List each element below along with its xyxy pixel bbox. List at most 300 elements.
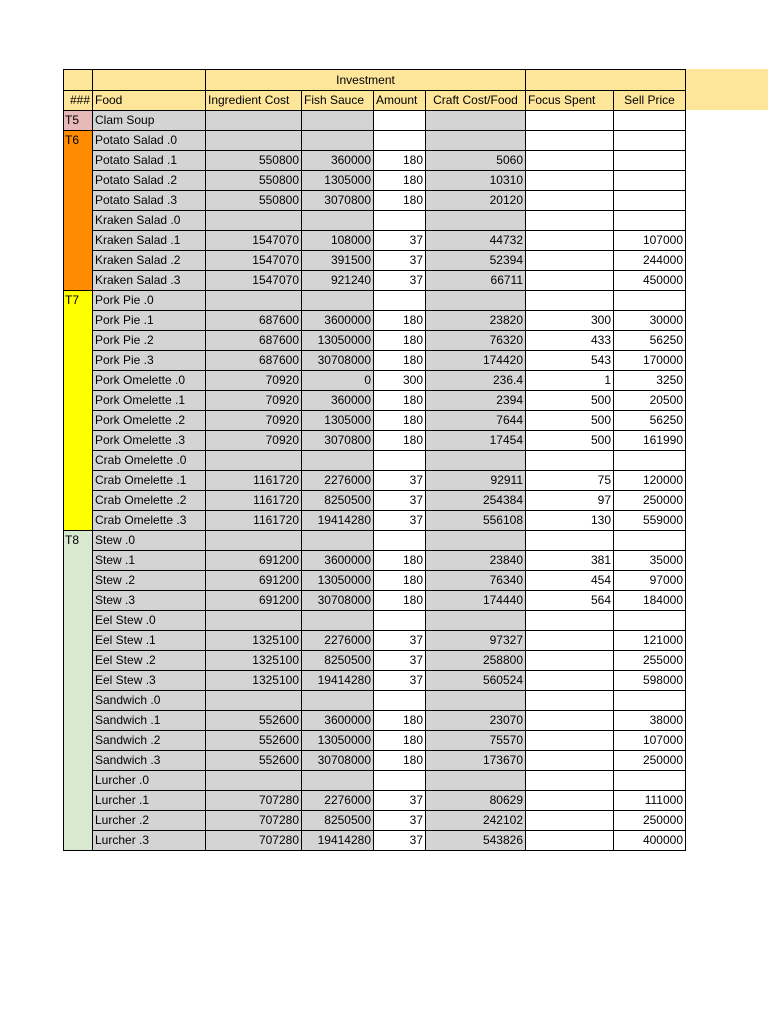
table-row bbox=[64, 351, 686, 371]
ingredient-cost-cell[interactable] bbox=[206, 531, 302, 551]
craft-cost-cell[interactable]: 7644 bbox=[426, 411, 526, 431]
craft-cost-cell[interactable]: 5060 bbox=[426, 151, 526, 171]
fish-sauce-cell[interactable]: 2276000 bbox=[302, 471, 374, 491]
header-cell-empty[interactable] bbox=[93, 70, 206, 91]
amount-cell[interactable]: 37 bbox=[374, 811, 426, 831]
craft-cost-cell[interactable] bbox=[426, 531, 526, 551]
ingredient-cost-cell[interactable] bbox=[206, 451, 302, 471]
sell-price-cell[interactable]: 30000 bbox=[614, 311, 686, 331]
craft-cost-cell[interactable]: 23840 bbox=[426, 551, 526, 571]
food-cell[interactable]: Pork Omelette .2 bbox=[93, 411, 206, 431]
craft-cost-cell[interactable]: 76320 bbox=[426, 331, 526, 351]
fish-sauce-cell[interactable]: 3070800 bbox=[302, 191, 374, 211]
sell-price-cell[interactable]: 121000 bbox=[614, 631, 686, 651]
food-cell[interactable]: Stew .3 bbox=[93, 591, 206, 611]
focus-spent-cell[interactable] bbox=[526, 711, 614, 731]
sell-price-cell[interactable]: 35000 bbox=[614, 551, 686, 571]
sell-price-cell[interactable] bbox=[614, 611, 686, 631]
sell-price-cell[interactable] bbox=[614, 151, 686, 171]
fish-sauce-cell[interactable]: 30708000 bbox=[302, 351, 374, 371]
ingredient-cost-cell[interactable]: 70920 bbox=[206, 431, 302, 451]
amount-cell[interactable]: 300 bbox=[374, 371, 426, 391]
food-cell[interactable]: Crab Omelette .2 bbox=[93, 491, 206, 511]
sell-price-cell[interactable]: 56250 bbox=[614, 411, 686, 431]
sell-price-header[interactable]: Sell Price bbox=[614, 91, 686, 111]
ingredient-cost-cell[interactable] bbox=[206, 771, 302, 791]
ingredient-cost-cell[interactable]: 707280 bbox=[206, 791, 302, 811]
craft-cost-cell[interactable]: 44732 bbox=[426, 231, 526, 251]
craft-cost-cell[interactable]: 23820 bbox=[426, 311, 526, 331]
fish-sauce-cell[interactable]: 2276000 bbox=[302, 631, 374, 651]
food-cell[interactable]: Crab Omelette .3 bbox=[93, 511, 206, 531]
focus-spent-cell[interactable] bbox=[526, 151, 614, 171]
table-row bbox=[64, 431, 686, 451]
focus-spent-cell[interactable] bbox=[526, 271, 614, 291]
sell-price-cell[interactable]: 38000 bbox=[614, 711, 686, 731]
table-row bbox=[64, 531, 686, 551]
amount-cell[interactable]: 180 bbox=[374, 151, 426, 171]
table-row bbox=[64, 191, 686, 211]
sell-price-cell[interactable]: 250000 bbox=[614, 491, 686, 511]
food-cell[interactable]: Lurcher .3 bbox=[93, 831, 206, 851]
focus-spent-cell[interactable]: 543 bbox=[526, 351, 614, 371]
focus-spent-cell[interactable] bbox=[526, 671, 614, 691]
craft-cost-cell[interactable]: 254384 bbox=[426, 491, 526, 511]
food-cell[interactable]: Potato Salad .3 bbox=[93, 191, 206, 211]
food-cell[interactable]: Kraken Salad .1 bbox=[93, 231, 206, 251]
focus-spent-cell[interactable] bbox=[526, 811, 614, 831]
table-row bbox=[64, 511, 686, 531]
amount-cell[interactable] bbox=[374, 291, 426, 311]
food-cell[interactable]: Potato Salad .0 bbox=[93, 131, 206, 151]
amount-cell[interactable]: 180 bbox=[374, 331, 426, 351]
fish-sauce-cell[interactable]: 1305000 bbox=[302, 411, 374, 431]
table-row bbox=[64, 451, 686, 471]
food-cell[interactable]: Pork Pie .0 bbox=[93, 291, 206, 311]
fish-sauce-cell[interactable]: 108000 bbox=[302, 231, 374, 251]
sell-price-cell[interactable]: 20500 bbox=[614, 391, 686, 411]
ingredient-cost-cell[interactable]: 691200 bbox=[206, 551, 302, 571]
craft-cost-cell[interactable]: 23070 bbox=[426, 711, 526, 731]
header-cell-empty[interactable] bbox=[64, 70, 93, 91]
ingredient-cost-cell[interactable]: 70920 bbox=[206, 371, 302, 391]
amount-header[interactable]: Amount bbox=[374, 91, 426, 111]
fish-sauce-cell[interactable]: 360000 bbox=[302, 151, 374, 171]
ingredient-cost-cell[interactable]: 707280 bbox=[206, 831, 302, 851]
fish-sauce-cell[interactable]: 3600000 bbox=[302, 711, 374, 731]
amount-cell[interactable] bbox=[374, 611, 426, 631]
ingredient-cost-cell[interactable]: 1325100 bbox=[206, 631, 302, 651]
ingredient-cost-cell[interactable]: 552600 bbox=[206, 711, 302, 731]
fish-sauce-cell[interactable]: 8250500 bbox=[302, 491, 374, 511]
food-cell[interactable]: Stew .0 bbox=[93, 531, 206, 551]
focus-spent-cell[interactable] bbox=[526, 611, 614, 631]
ingredient-cost-cell[interactable] bbox=[206, 111, 302, 131]
fish-sauce-cell[interactable] bbox=[302, 291, 374, 311]
focus-spent-cell[interactable]: 433 bbox=[526, 331, 614, 351]
fish-sauce-cell[interactable]: 0 bbox=[302, 371, 374, 391]
ingredient-cost-cell[interactable] bbox=[206, 291, 302, 311]
fish-sauce-cell[interactable] bbox=[302, 451, 374, 471]
focus-spent-cell[interactable]: 1 bbox=[526, 371, 614, 391]
amount-cell[interactable]: 180 bbox=[374, 171, 426, 191]
fish-sauce-cell[interactable]: 19414280 bbox=[302, 831, 374, 851]
ingredient-cost-cell[interactable] bbox=[206, 131, 302, 151]
fish-sauce-cell[interactable]: 30708000 bbox=[302, 591, 374, 611]
focus-spent-cell[interactable] bbox=[526, 771, 614, 791]
sell-price-cell[interactable] bbox=[614, 291, 686, 311]
amount-cell[interactable]: 180 bbox=[374, 751, 426, 771]
amount-cell[interactable]: 37 bbox=[374, 671, 426, 691]
craft-cost-cell[interactable]: 17454 bbox=[426, 431, 526, 451]
food-cell[interactable]: Stew .1 bbox=[93, 551, 206, 571]
craft-cost-cell[interactable]: 80629 bbox=[426, 791, 526, 811]
table-row bbox=[64, 131, 686, 151]
table-row bbox=[64, 691, 686, 711]
ingredient-cost-cell[interactable]: 550800 bbox=[206, 191, 302, 211]
sell-price-cell[interactable]: 400000 bbox=[614, 831, 686, 851]
craft-cost-header[interactable]: Craft Cost/Food bbox=[426, 91, 526, 111]
sell-price-cell[interactable] bbox=[614, 691, 686, 711]
food-cell[interactable]: Sandwich .0 bbox=[93, 691, 206, 711]
food-cell[interactable]: Eel Stew .3 bbox=[93, 671, 206, 691]
focus-spent-cell[interactable]: 500 bbox=[526, 411, 614, 431]
food-cell[interactable]: Lurcher .0 bbox=[93, 771, 206, 791]
craft-cost-cell[interactable] bbox=[426, 131, 526, 151]
sell-price-cell[interactable]: 244000 bbox=[614, 251, 686, 271]
sell-price-cell[interactable]: 97000 bbox=[614, 571, 686, 591]
ingredient-cost-cell[interactable]: 550800 bbox=[206, 151, 302, 171]
sell-price-cell[interactable] bbox=[614, 531, 686, 551]
fish-sauce-cell[interactable]: 8250500 bbox=[302, 651, 374, 671]
tier-cell[interactable]: T8 bbox=[64, 531, 93, 851]
food-cell[interactable]: Pork Omelette .1 bbox=[93, 391, 206, 411]
sell-price-cell[interactable]: 120000 bbox=[614, 471, 686, 491]
sell-price-cell[interactable]: 107000 bbox=[614, 231, 686, 251]
id-column-header[interactable]: ### bbox=[64, 91, 93, 111]
sell-price-cell[interactable]: 250000 bbox=[614, 811, 686, 831]
sell-price-cell[interactable]: 161990 bbox=[614, 431, 686, 451]
fish-sauce-cell[interactable] bbox=[302, 111, 374, 131]
food-cell[interactable]: Kraken Salad .2 bbox=[93, 251, 206, 271]
fish-sauce-cell[interactable] bbox=[302, 211, 374, 231]
fish-sauce-cell[interactable] bbox=[302, 131, 374, 151]
food-cell[interactable]: Eel Stew .1 bbox=[93, 631, 206, 651]
sell-price-cell[interactable]: 170000 bbox=[614, 351, 686, 371]
amount-cell[interactable] bbox=[374, 111, 426, 131]
fish-sauce-cell[interactable]: 1305000 bbox=[302, 171, 374, 191]
ingredient-cost-cell[interactable]: 691200 bbox=[206, 591, 302, 611]
food-cell[interactable]: Sandwich .1 bbox=[93, 711, 206, 731]
craft-cost-cell[interactable]: 76340 bbox=[426, 571, 526, 591]
craft-cost-cell[interactable]: 52394 bbox=[426, 251, 526, 271]
food-cell[interactable]: Pork Omelette .0 bbox=[93, 371, 206, 391]
fish-sauce-cell[interactable]: 19414280 bbox=[302, 511, 374, 531]
sell-price-cell[interactable]: 184000 bbox=[614, 591, 686, 611]
food-cell[interactable]: Lurcher .1 bbox=[93, 791, 206, 811]
table-row bbox=[64, 171, 686, 191]
sell-price-cell[interactable]: 107000 bbox=[614, 731, 686, 751]
amount-cell[interactable]: 180 bbox=[374, 431, 426, 451]
ingredient-cost-cell[interactable]: 691200 bbox=[206, 571, 302, 591]
amount-cell[interactable]: 180 bbox=[374, 551, 426, 571]
amount-cell[interactable]: 180 bbox=[374, 351, 426, 371]
header-fill-extension bbox=[686, 69, 768, 110]
amount-cell[interactable]: 180 bbox=[374, 391, 426, 411]
focus-spent-cell[interactable]: 564 bbox=[526, 591, 614, 611]
focus-spent-cell[interactable] bbox=[526, 831, 614, 851]
amount-cell[interactable]: 37 bbox=[374, 511, 426, 531]
sell-price-cell[interactable] bbox=[614, 451, 686, 471]
focus-spent-cell[interactable]: 454 bbox=[526, 571, 614, 591]
ingredient-cost-cell[interactable]: 552600 bbox=[206, 751, 302, 771]
amount-cell[interactable]: 180 bbox=[374, 591, 426, 611]
focus-spent-cell[interactable]: 97 bbox=[526, 491, 614, 511]
ingredient-cost-cell[interactable]: 687600 bbox=[206, 331, 302, 351]
ingredient-cost-header[interactable]: Ingredient Cost bbox=[206, 91, 302, 111]
craft-cost-cell[interactable] bbox=[426, 771, 526, 791]
table-row bbox=[64, 791, 686, 811]
craft-cost-cell[interactable]: 2394 bbox=[426, 391, 526, 411]
fish-sauce-cell[interactable]: 921240 bbox=[302, 271, 374, 291]
craft-cost-cell[interactable] bbox=[426, 611, 526, 631]
craft-cost-cell[interactable]: 66711 bbox=[426, 271, 526, 291]
sell-price-cell[interactable]: 598000 bbox=[614, 671, 686, 691]
sell-price-cell[interactable] bbox=[614, 191, 686, 211]
spreadsheet-table bbox=[63, 69, 686, 851]
craft-cost-cell[interactable]: 10310 bbox=[426, 171, 526, 191]
focus-spent-cell[interactable]: 75 bbox=[526, 471, 614, 491]
ingredient-cost-cell[interactable]: 1161720 bbox=[206, 491, 302, 511]
craft-cost-cell[interactable] bbox=[426, 451, 526, 471]
header-row-1 bbox=[64, 70, 686, 91]
focus-spent-cell[interactable] bbox=[526, 691, 614, 711]
craft-cost-cell[interactable]: 75570 bbox=[426, 731, 526, 751]
ingredient-cost-cell[interactable]: 552600 bbox=[206, 731, 302, 751]
ingredient-cost-cell[interactable]: 1325100 bbox=[206, 651, 302, 671]
craft-cost-cell[interactable]: 258800 bbox=[426, 651, 526, 671]
fish-sauce-cell[interactable]: 3070800 bbox=[302, 431, 374, 451]
amount-cell[interactable]: 37 bbox=[374, 491, 426, 511]
investment-group-header[interactable]: Investment bbox=[206, 70, 526, 91]
table-row bbox=[64, 811, 686, 831]
focus-spent-cell[interactable] bbox=[526, 791, 614, 811]
fish-sauce-cell[interactable] bbox=[302, 531, 374, 551]
craft-cost-cell[interactable]: 236.4 bbox=[426, 371, 526, 391]
focus-spent-cell[interactable]: 381 bbox=[526, 551, 614, 571]
tier-cell[interactable]: T6 bbox=[64, 131, 93, 291]
food-cell[interactable]: Sandwich .2 bbox=[93, 731, 206, 751]
table-row bbox=[64, 711, 686, 731]
fish-sauce-cell[interactable]: 391500 bbox=[302, 251, 374, 271]
header-row-2 bbox=[64, 91, 686, 111]
amount-cell[interactable]: 37 bbox=[374, 631, 426, 651]
food-column-header[interactable]: Food bbox=[93, 91, 206, 111]
ingredient-cost-cell[interactable] bbox=[206, 611, 302, 631]
focus-spent-cell[interactable] bbox=[526, 171, 614, 191]
amount-cell[interactable]: 37 bbox=[374, 251, 426, 271]
food-cell[interactable]: Potato Salad .1 bbox=[93, 151, 206, 171]
ingredient-cost-cell[interactable]: 1547070 bbox=[206, 271, 302, 291]
food-cell[interactable]: Crab Omelette .1 bbox=[93, 471, 206, 491]
focus-spent-header[interactable]: Focus Spent bbox=[526, 91, 614, 111]
sell-price-cell[interactable]: 111000 bbox=[614, 791, 686, 811]
ingredient-cost-cell[interactable] bbox=[206, 211, 302, 231]
craft-cost-cell[interactable]: 556108 bbox=[426, 511, 526, 531]
focus-spent-cell[interactable] bbox=[526, 131, 614, 151]
craft-cost-cell[interactable]: 543826 bbox=[426, 831, 526, 851]
header-cell-empty[interactable] bbox=[526, 70, 686, 91]
amount-cell[interactable]: 37 bbox=[374, 271, 426, 291]
food-cell[interactable]: Kraken Salad .0 bbox=[93, 211, 206, 231]
fish-sauce-cell[interactable]: 13050000 bbox=[302, 731, 374, 751]
focus-spent-cell[interactable] bbox=[526, 251, 614, 271]
table-row bbox=[64, 331, 686, 351]
table-row bbox=[64, 371, 686, 391]
amount-cell[interactable]: 37 bbox=[374, 791, 426, 811]
ingredient-cost-cell[interactable]: 70920 bbox=[206, 391, 302, 411]
fish-sauce-cell[interactable]: 360000 bbox=[302, 391, 374, 411]
craft-cost-cell[interactable]: 173670 bbox=[426, 751, 526, 771]
food-cell[interactable]: Pork Pie .1 bbox=[93, 311, 206, 331]
amount-cell[interactable]: 37 bbox=[374, 831, 426, 851]
ingredient-cost-cell[interactable]: 1161720 bbox=[206, 511, 302, 531]
focus-spent-cell[interactable] bbox=[526, 211, 614, 231]
food-cell[interactable]: Eel Stew .2 bbox=[93, 651, 206, 671]
ingredient-cost-cell[interactable] bbox=[206, 691, 302, 711]
food-cell[interactable]: Pork Pie .2 bbox=[93, 331, 206, 351]
fish-sauce-cell[interactable]: 3600000 bbox=[302, 311, 374, 331]
tier-cell[interactable]: T7 bbox=[64, 291, 93, 531]
ingredient-cost-cell[interactable]: 687600 bbox=[206, 311, 302, 331]
food-cell[interactable]: Crab Omelette .0 bbox=[93, 451, 206, 471]
tier-cell[interactable]: T5 bbox=[64, 111, 93, 131]
craft-cost-cell[interactable]: 92911 bbox=[426, 471, 526, 491]
amount-cell[interactable] bbox=[374, 131, 426, 151]
sell-price-cell[interactable] bbox=[614, 171, 686, 191]
craft-cost-cell[interactable] bbox=[426, 291, 526, 311]
sell-price-cell[interactable] bbox=[614, 211, 686, 231]
food-cell[interactable]: Sandwich .3 bbox=[93, 751, 206, 771]
focus-spent-cell[interactable] bbox=[526, 191, 614, 211]
table-row bbox=[64, 591, 686, 611]
focus-spent-cell[interactable] bbox=[526, 231, 614, 251]
ingredient-cost-cell[interactable]: 1325100 bbox=[206, 671, 302, 691]
fish-sauce-cell[interactable]: 30708000 bbox=[302, 751, 374, 771]
fish-sauce-cell[interactable]: 19414280 bbox=[302, 671, 374, 691]
fish-sauce-cell[interactable]: 13050000 bbox=[302, 571, 374, 591]
craft-cost-cell[interactable]: 174420 bbox=[426, 351, 526, 371]
table-row bbox=[64, 671, 686, 691]
food-cell[interactable]: Pork Omelette .3 bbox=[93, 431, 206, 451]
fish-sauce-cell[interactable] bbox=[302, 691, 374, 711]
amount-cell[interactable]: 180 bbox=[374, 191, 426, 211]
table-row bbox=[64, 291, 686, 311]
food-cell[interactable]: Clam Soup bbox=[93, 111, 206, 131]
amount-cell[interactable]: 180 bbox=[374, 311, 426, 331]
focus-spent-cell[interactable] bbox=[526, 651, 614, 671]
ingredient-cost-cell[interactable]: 1161720 bbox=[206, 471, 302, 491]
amount-cell[interactable] bbox=[374, 211, 426, 231]
sell-price-cell[interactable]: 450000 bbox=[614, 271, 686, 291]
sell-price-cell[interactable] bbox=[614, 131, 686, 151]
sell-price-cell[interactable] bbox=[614, 771, 686, 791]
amount-cell[interactable] bbox=[374, 451, 426, 471]
sell-price-cell[interactable]: 3250 bbox=[614, 371, 686, 391]
craft-cost-cell[interactable]: 560524 bbox=[426, 671, 526, 691]
food-cell[interactable]: Pork Pie .3 bbox=[93, 351, 206, 371]
fish-sauce-cell[interactable]: 2276000 bbox=[302, 791, 374, 811]
craft-cost-cell[interactable] bbox=[426, 691, 526, 711]
sell-price-cell[interactable]: 255000 bbox=[614, 651, 686, 671]
amount-cell[interactable]: 180 bbox=[374, 411, 426, 431]
fish-sauce-header[interactable]: Fish Sauce bbox=[302, 91, 374, 111]
amount-cell[interactable]: 37 bbox=[374, 471, 426, 491]
craft-cost-cell[interactable] bbox=[426, 211, 526, 231]
focus-spent-cell[interactable]: 300 bbox=[526, 311, 614, 331]
focus-spent-cell[interactable] bbox=[526, 531, 614, 551]
food-cell[interactable]: Potato Salad .2 bbox=[93, 171, 206, 191]
fish-sauce-cell[interactable]: 13050000 bbox=[302, 331, 374, 351]
sell-price-cell[interactable]: 250000 bbox=[614, 751, 686, 771]
sell-price-cell[interactable]: 559000 bbox=[614, 511, 686, 531]
table-row bbox=[64, 111, 686, 131]
fish-sauce-cell[interactable]: 3600000 bbox=[302, 551, 374, 571]
amount-cell[interactable]: 180 bbox=[374, 731, 426, 751]
ingredient-cost-cell[interactable]: 707280 bbox=[206, 811, 302, 831]
focus-spent-cell[interactable]: 130 bbox=[526, 511, 614, 531]
craft-cost-cell[interactable]: 242102 bbox=[426, 811, 526, 831]
food-cell[interactable]: Eel Stew .0 bbox=[93, 611, 206, 631]
amount-cell[interactable]: 180 bbox=[374, 711, 426, 731]
craft-cost-cell[interactable]: 174440 bbox=[426, 591, 526, 611]
amount-cell[interactable] bbox=[374, 531, 426, 551]
amount-cell[interactable]: 180 bbox=[374, 571, 426, 591]
focus-spent-cell[interactable] bbox=[526, 451, 614, 471]
focus-spent-cell[interactable]: 500 bbox=[526, 431, 614, 451]
ingredient-cost-cell[interactable]: 1547070 bbox=[206, 231, 302, 251]
table-row bbox=[64, 151, 686, 171]
focus-spent-cell[interactable] bbox=[526, 631, 614, 651]
ingredient-cost-cell[interactable]: 1547070 bbox=[206, 251, 302, 271]
focus-spent-cell[interactable]: 500 bbox=[526, 391, 614, 411]
fish-sauce-cell[interactable] bbox=[302, 771, 374, 791]
amount-cell[interactable] bbox=[374, 771, 426, 791]
amount-cell[interactable] bbox=[374, 691, 426, 711]
sell-price-cell[interactable] bbox=[614, 111, 686, 131]
amount-cell[interactable]: 37 bbox=[374, 651, 426, 671]
fish-sauce-cell[interactable]: 8250500 bbox=[302, 811, 374, 831]
table-row bbox=[64, 751, 686, 771]
craft-cost-cell[interactable] bbox=[426, 111, 526, 131]
amount-cell[interactable]: 37 bbox=[374, 231, 426, 251]
craft-cost-cell[interactable]: 20120 bbox=[426, 191, 526, 211]
craft-cost-cell[interactable]: 97327 bbox=[426, 631, 526, 651]
focus-spent-cell[interactable] bbox=[526, 751, 614, 771]
ingredient-cost-cell[interactable]: 687600 bbox=[206, 351, 302, 371]
ingredient-cost-cell[interactable]: 70920 bbox=[206, 411, 302, 431]
focus-spent-cell[interactable] bbox=[526, 111, 614, 131]
focus-spent-cell[interactable] bbox=[526, 291, 614, 311]
sell-price-cell[interactable]: 56250 bbox=[614, 331, 686, 351]
ingredient-cost-cell[interactable]: 550800 bbox=[206, 171, 302, 191]
focus-spent-cell[interactable] bbox=[526, 731, 614, 751]
food-cell[interactable]: Stew .2 bbox=[93, 571, 206, 591]
fish-sauce-cell[interactable] bbox=[302, 611, 374, 631]
food-cell[interactable]: Kraken Salad .3 bbox=[93, 271, 206, 291]
food-cell[interactable]: Lurcher .2 bbox=[93, 811, 206, 831]
table-row bbox=[64, 211, 686, 231]
